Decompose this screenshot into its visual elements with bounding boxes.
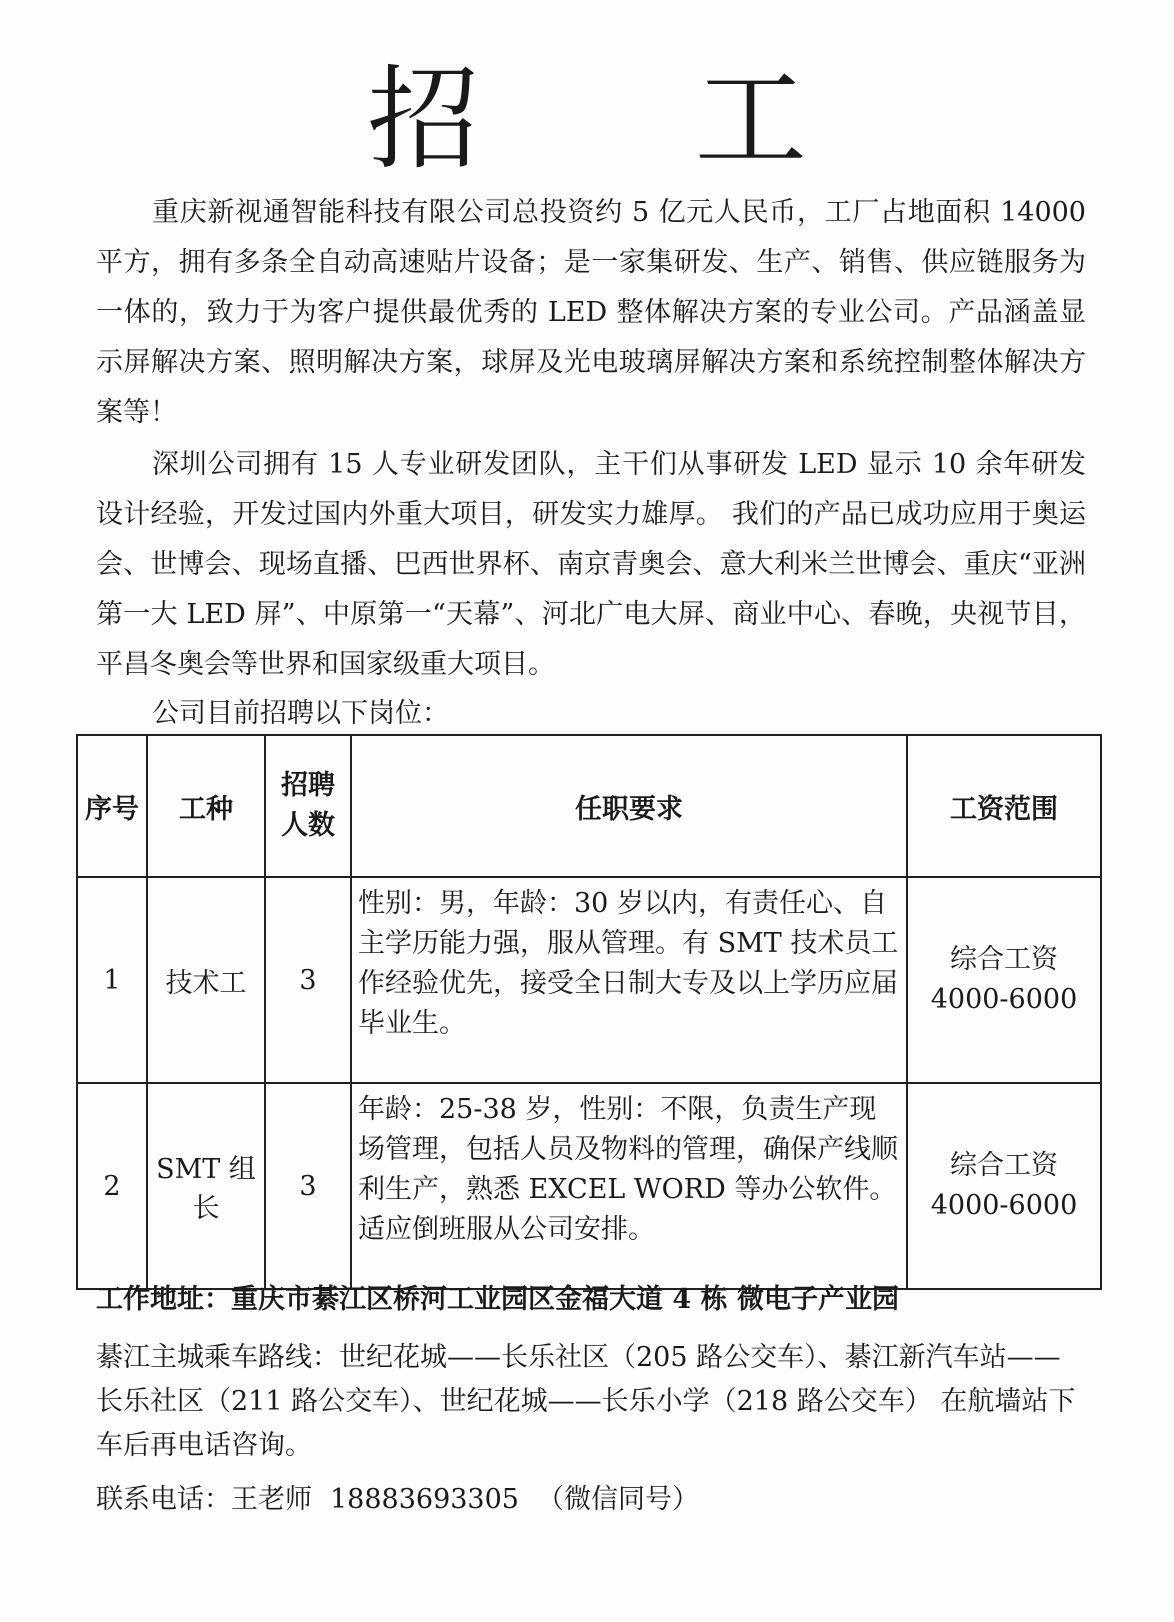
row-count: 3	[265, 877, 351, 1083]
header-index: 序号	[77, 735, 147, 877]
positions-intro: 公司目前招聘以下岗位：	[152, 698, 449, 729]
row-requirements: 性别：男，年龄：30 岁以内，有责任心、自主学历能力强，服从管理。有 SMT 技术员工作经验优先，接受全日制大专及以上学历应届毕业生。	[351, 877, 907, 1083]
header-count-line1: 招聘	[281, 770, 335, 801]
work-address: 工作地址：重庆市綦江区桥河工业园区金福大道 4 栋 微电子产业园	[96, 1284, 899, 1315]
contact-phone-number: 18883693305	[330, 1484, 519, 1515]
table-row	[77, 1083, 1101, 1289]
row-salary-line2: 4000-6000	[930, 984, 1078, 1015]
header-salary: 工资范围	[907, 735, 1101, 877]
job-table	[76, 734, 1102, 1290]
row-job: SMT 组长	[147, 1083, 265, 1289]
row-index: 1	[77, 877, 147, 1083]
row-count: 3	[265, 1083, 351, 1289]
table-header-row	[77, 735, 1101, 877]
contact-line	[96, 1480, 1086, 1520]
rnd-team-paragraph: 深圳公司拥有 15 人专业研发团队，主干们从事研发 LED 显示 10 余年研发设计经验，开发过国内外重大项目，研发实力雄厚。 我们的产品已成功应用于奥运会、世博会、现场直播、巴西世界杯、南京青奥会、意大利米兰世博会、重庆“亚洲第一大 LED 屏”、中原第一“天幕”、河北广电大屏、商业中心、春晚，央视节目，平昌冬奥会等世界和国家级重大项目。	[96, 449, 1086, 680]
header-requirements: 任职要求	[351, 735, 907, 877]
page-title: 招 工	[367, 55, 897, 185]
row-salary	[907, 1083, 1101, 1289]
header-count-line2: 人数	[281, 810, 335, 841]
row-requirements: 年龄：25-38 岁，性别：不限，负责生产现场管理，包括人员及物料的管理，确保产线顺利生产，熟悉 EXCEL WORD 等办公软件。适应倒班服从公司安排。	[351, 1083, 907, 1289]
row-job: 技术工	[147, 877, 265, 1083]
company-intro-paragraph: 重庆新视通智能科技有限公司总投资约 5 亿元人民币，工厂占地面积 14000 平方，拥有多条全自动高速贴片设备；是一家集研发、生产、销售、供应链服务为一体的，致力于为客户提供最优秀的 LED 整体解决方案的专业公司。产品涵盖显示屏解决方案、照明解决方案，球屏及光电玻璃屏解决方案和系统控制整体解决方案等！	[96, 197, 1086, 428]
row-salary-line1: 综合工资	[950, 1150, 1058, 1181]
row-salary-line2: 4000-6000	[930, 1190, 1078, 1221]
contact-label: 联系电话：王老师	[96, 1484, 312, 1515]
row-index: 2	[77, 1083, 147, 1289]
table-row	[77, 877, 1101, 1083]
header-count	[265, 735, 351, 877]
contact-note: （微信同号）	[536, 1484, 699, 1515]
header-job: 工种	[147, 735, 265, 877]
bus-route: 綦江主城乘车路线：世纪花城——长乐社区（205 路公交车）、綦江新汽车站——长乐社区（211 路公交车）、世纪花城——长乐小学（218 路公交车） 在航墙站下车后再电话咨询。	[96, 1342, 1076, 1461]
row-salary	[907, 877, 1101, 1083]
row-salary-line1: 综合工资	[950, 944, 1058, 975]
